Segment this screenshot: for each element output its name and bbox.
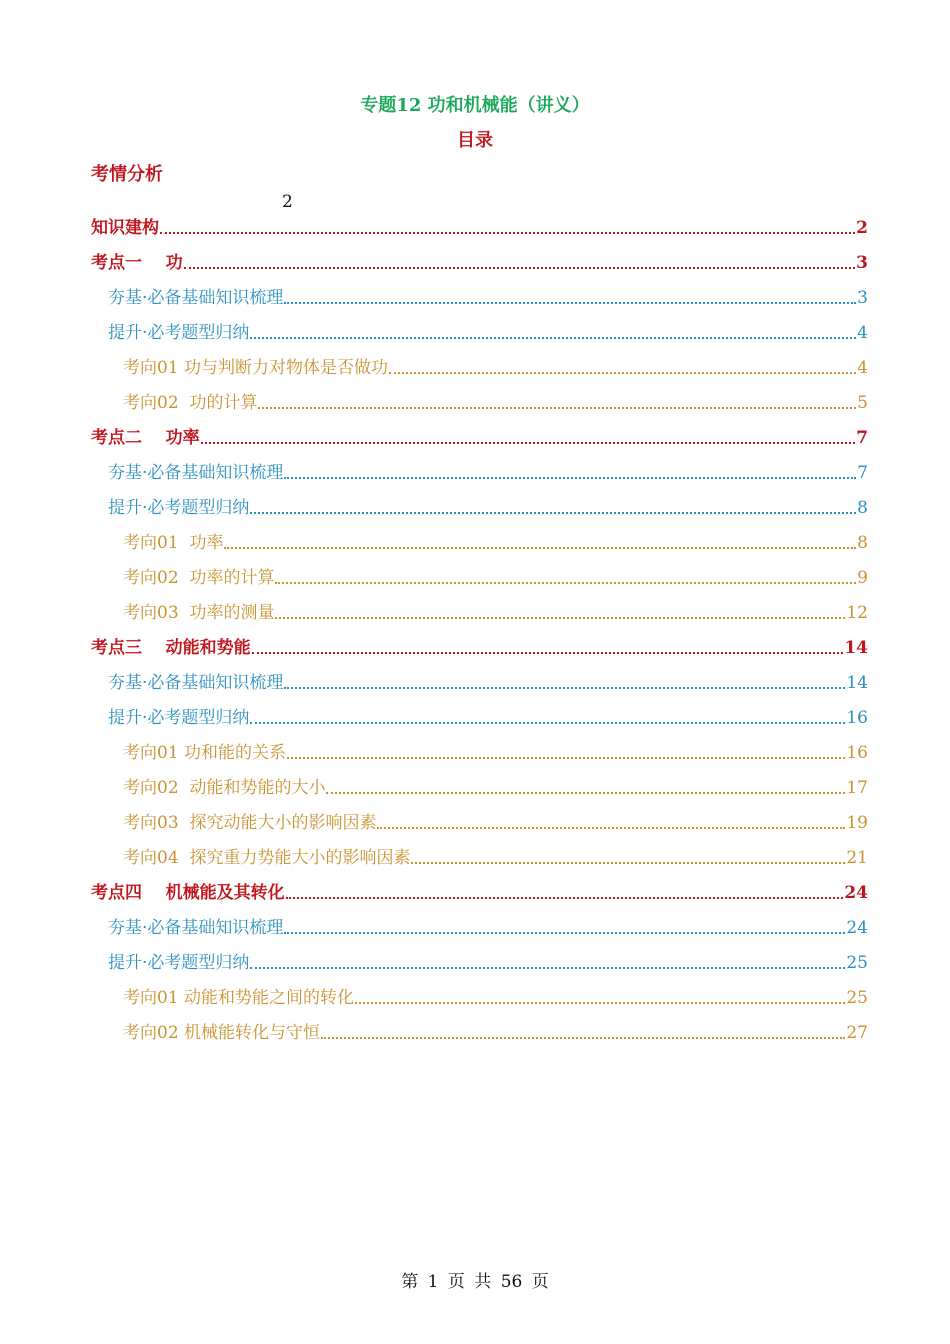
toc-entry-page: 2 [856, 218, 868, 238]
toc-entry-page: 27 [846, 1023, 868, 1043]
toc-dot-leader [275, 582, 856, 584]
document-title: 专题12 功和机械能（讲义） [360, 95, 590, 116]
toc-entry-label: 考向02 功率的计算 [123, 568, 275, 588]
toc-entry-page: 16 [846, 743, 868, 763]
toc-entry-page: 14 [846, 673, 868, 693]
toc-entry-label: 考点二 功率 [91, 428, 200, 448]
toc-dot-leader [411, 862, 845, 864]
toc-entry-page: 8 [857, 498, 868, 518]
toc-entry-label: 考向04 探究重力势能大小的影响因素 [123, 848, 411, 868]
toc-entry-page: 4 [857, 323, 868, 343]
toc-dot-leader [377, 827, 845, 829]
toc-entry-page: 4 [857, 358, 868, 378]
toc-entry[interactable] [91, 878, 868, 904]
toc-dot-leader [355, 1002, 845, 1004]
page-footer: 第 1 页 共 56 页 [401, 1272, 549, 1292]
toc-entry[interactable] [123, 353, 868, 379]
toc-entry-page: 3 [857, 288, 868, 308]
toc-entry[interactable] [123, 983, 868, 1009]
toc-dot-leader [201, 442, 855, 444]
toc-entry[interactable] [91, 248, 868, 274]
toc-entry-page: 21 [846, 848, 868, 868]
toc-entry-page: 19 [846, 813, 868, 833]
toc-entry-label: 提升·必考题型归纳 [108, 323, 250, 343]
toc-entry-label: 提升·必考题型归纳 [108, 708, 250, 728]
toc-entry-label: 考点四 机械能及其转化 [91, 883, 285, 903]
toc-entry-label: 考向01 功和能的关系 [123, 743, 287, 763]
toc-entry-label: 考向03 功率的测量 [123, 603, 275, 623]
toc-dot-leader [250, 337, 856, 339]
toc-entry[interactable] [108, 318, 868, 344]
toc-entry[interactable] [108, 458, 868, 484]
toc-entry-page: 9 [857, 568, 868, 588]
toc-entry[interactable] [123, 773, 868, 799]
toc-entry[interactable] [108, 668, 868, 694]
toc-dot-leader [258, 407, 856, 409]
toc-entry-label: 考向03 探究动能大小的影响因素 [123, 813, 377, 833]
toc-entry-label: 考向02 功的计算 [123, 393, 258, 413]
toc-entry-label: 夯基·必备基础知识梳理 [108, 918, 284, 938]
toc-dot-leader [184, 267, 855, 269]
toc-entry[interactable] [108, 948, 868, 974]
toc-entry[interactable] [91, 213, 868, 239]
toc-dot-leader [250, 722, 845, 724]
toc-entry-label: 提升·必考题型归纳 [108, 498, 250, 518]
toc-entry-page: 14 [844, 638, 868, 658]
toc-entry-page: 25 [846, 988, 868, 1008]
toc-heading: 目录 [457, 130, 493, 151]
toc-entry-label: 知识建构 [91, 218, 159, 238]
toc-dot-leader [284, 477, 856, 479]
toc-entry-page: 5 [857, 393, 868, 413]
toc-dot-leader [160, 232, 855, 234]
toc-entry-page: 12 [846, 603, 868, 623]
toc-entry[interactable] [123, 738, 868, 764]
toc-entry-page: 24 [844, 883, 868, 903]
toc-entry[interactable] [123, 598, 868, 624]
toc-entry-label: 提升·必考题型归纳 [108, 953, 250, 973]
analysis-page-number: 2 [282, 192, 293, 212]
toc-dot-leader [286, 897, 844, 899]
toc-entry-page: 25 [846, 953, 868, 973]
toc-entry-label: 考点三 动能和势能 [91, 638, 251, 658]
toc-entry-page: 7 [856, 428, 868, 448]
toc-dot-leader [326, 792, 845, 794]
toc-entry-label: 夯基·必备基础知识梳理 [108, 463, 284, 483]
toc-entry[interactable] [123, 388, 868, 414]
toc-entry[interactable] [91, 633, 868, 659]
toc-entry[interactable] [108, 703, 868, 729]
toc-entry-label: 考向02 动能和势能的大小 [123, 778, 326, 798]
toc-dot-leader [287, 757, 845, 759]
toc-entry[interactable] [123, 528, 868, 554]
toc-entry-label: 考向01 功与判断力对物体是否做功 [123, 358, 389, 378]
toc-entry-page: 3 [856, 253, 868, 273]
toc-dot-leader [252, 652, 844, 654]
toc-entry-page: 7 [857, 463, 868, 483]
toc-entry[interactable] [123, 563, 868, 589]
toc-dot-leader [224, 547, 856, 549]
toc-entry[interactable] [123, 843, 868, 869]
toc-dot-leader [284, 687, 845, 689]
toc-dot-leader [321, 1037, 845, 1039]
toc-entry-page: 16 [846, 708, 868, 728]
toc-entry[interactable] [108, 493, 868, 519]
toc-entry[interactable] [108, 283, 868, 309]
toc-entry-label: 考点一 功 [91, 253, 183, 273]
toc-entry-page: 8 [857, 533, 868, 553]
toc-entry-page: 24 [846, 918, 868, 938]
toc-entry-label: 考向01 功率 [123, 533, 224, 553]
toc-entry-label: 夯基·必备基础知识梳理 [108, 288, 284, 308]
toc-entry[interactable] [108, 913, 868, 939]
toc-dot-leader [250, 512, 856, 514]
toc-entry[interactable] [91, 423, 868, 449]
toc-dot-leader [250, 967, 845, 969]
toc-dot-leader [389, 372, 856, 374]
toc-dot-leader [275, 617, 845, 619]
toc-entry[interactable] [123, 808, 868, 834]
toc-entry[interactable] [123, 1018, 868, 1044]
toc-entry-page: 17 [846, 778, 868, 798]
toc-entry-label: 考向02 机械能转化与守恒 [123, 1023, 321, 1043]
analysis-heading: 考情分析 [91, 164, 163, 185]
toc-dot-leader [284, 302, 856, 304]
toc-entry-label: 夯基·必备基础知识梳理 [108, 673, 284, 693]
toc-entry-label: 考向01 动能和势能之间的转化 [123, 988, 355, 1008]
toc-dot-leader [284, 932, 845, 934]
